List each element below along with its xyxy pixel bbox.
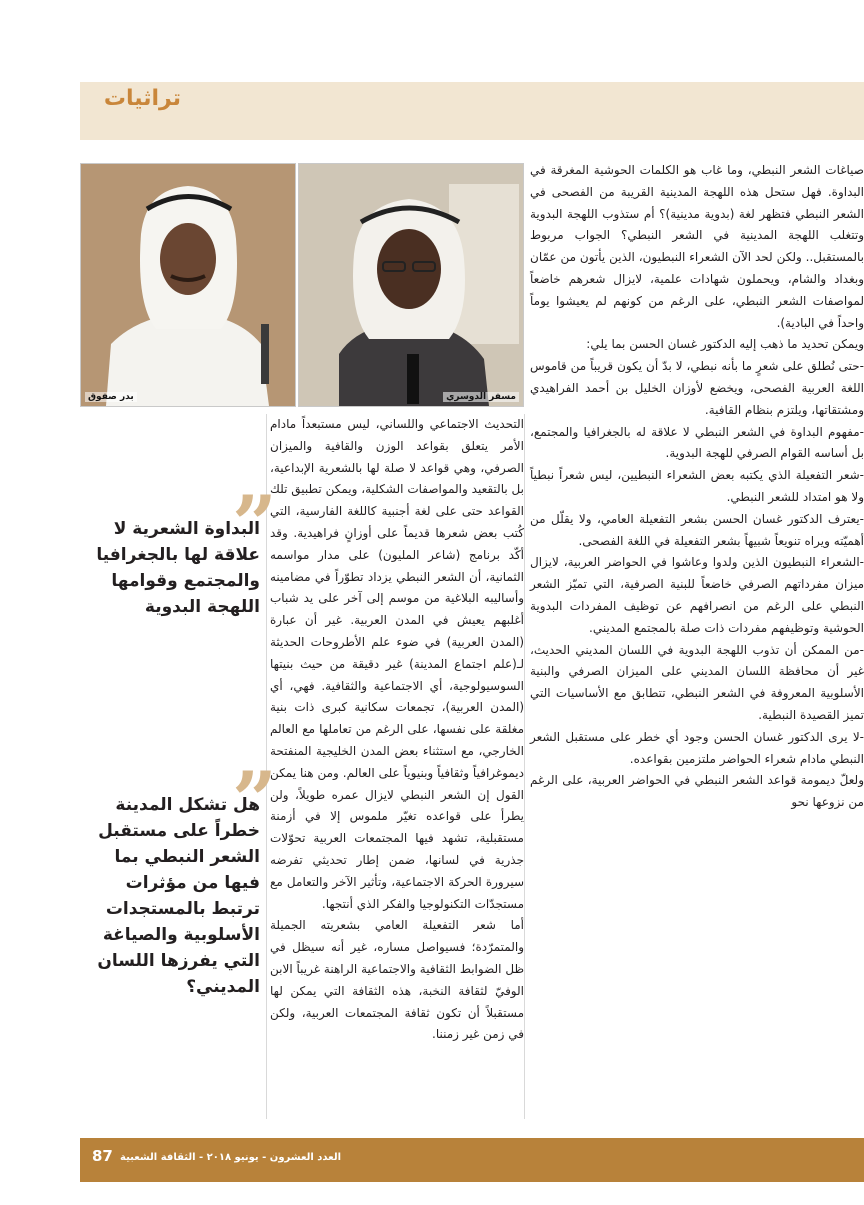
column-divider — [524, 414, 525, 1119]
header-band — [80, 82, 864, 140]
list-item: -حتى نُطلق على شعرٍ ما بأنه نبطي، لا بدّ أن يكون قريباً من قاموس اللغة العربية الفصحى، ويخضع لأوزان الخليل بن أحمد الفراهيدي ومشتقاتها، ويلتزم بنظام القافية. — [530, 359, 864, 417]
paragraph: صياغات الشعر النبطي، وما غاب هو الكلمات الحوشية المغرقة في البداوة. فهل ستحل هذه اللهجة المدينية القريبة من الفصحى في الشعر النبطي فتظهر لغة (بدوية مدينية)؟ أم ستذوب اللهجة البدوية وتتغلب اللهجة المدينية في الشعر النبطي؟ الجواب مربوط بالمستقبل.. ولكن لحد الآن الشعراء النبطيون، الذين يأتون من عمّان وبغداد والشام، ويحملون شهادات علمية، لايزال شعرهم خاضعاً لمواصفات الشعر النبطي، على الرغم من كونهم لم يعيشوا يوماً واحداً في البادية). — [530, 163, 864, 330]
pull-quote-1: البداوة الشعرية لا علاقة لها بالجغرافيا والمجتمع وقوامها اللهجة البدوية — [96, 519, 260, 617]
footer-issue-text: العدد العشرون - يونيو ٢٠١٨ - الثقافة الشعبية — [120, 1152, 341, 1163]
portrait-photo-masfar — [298, 163, 524, 407]
photo-caption-right: مسفر الدوسري — [443, 392, 519, 402]
portrait-photo-badr — [80, 163, 296, 407]
list-item: -الشعراء النبطيون الذين ولدوا وعاشوا في الحواضر العربية، لايزال ميزان مفرداتهم الصرفي خاضعاً للبنية الصرفية، التي تميّز الشعر النبطي على الرغم من انصرافهم عن توظيف المفردات البدوية الحوشية وتوظيفهم مفردات ذات صلة بالمجتمع المديني. — [530, 555, 864, 635]
paragraph: ولعلّ ديمومة قواعد الشعر النبطي في الحواضر العربية، على الرغم من نزوعها نحو — [530, 773, 864, 810]
list-item: -من الممكن أن تذوب اللهجة البدوية في اللسان المديني الحديث، غير أن محافظة اللسان المديني على الميزان الصرفي والبنية الأسلوبية المعروفة في الشعر النبطي، تتطابق مع الأساسيات التي تميز القصيدة النبطية. — [530, 642, 864, 722]
list-item: -مفهوم البداوة في الشعر النبطي لا علاقة له بالجغرافيا والمجتمع، بل أساسه القوام الصرفي للهجة البدوية. — [530, 424, 864, 461]
section-title: تراثيات — [103, 86, 181, 111]
list-item: -لا يرى الدكتور غسان الحسن وجود أي خطر على مستقبل الشعر النبطي مادام شعراء الحواضر ملتزمين بقواعده. — [530, 729, 864, 766]
paragraph: التحديث الاجتماعي واللساني، ليس مستبعداً مادام الأمر يتعلق بقواعد الوزن والقافية والميزان الصرفي، وهي قواعد لا صلة لها بالشعرية الإبداعية، بل بالتقعيد والمواصفات الشكلية، ويمكن تطبيق تلك القواعد حتى على لغة أجنبية كاللغة الفارسية، التي كُتب بعض شعرها قديماً على أوزانٍ فراهيدية. وقد أكّد برنامج (شاعر المليون) على مدار مواسمه الثمانية، أن الشعر النبطي يزداد تطوّراً في مضامينه وأساليبه البلاغية من موسم إلى آخر على يد شباب أغلبهم يعيش في المدن العربية. غير أن عبارة (المدن العربية) في ضوء علم الأطروحات الحديثة لـ(علم اجتماع المدينة) غير دقيقة من حيث بنيتها السوسيولوجية، أي الاجتماعية والثقافية. فهي، أي (المدن العربية)، تجمعات سكانية كبرى ذات بنية مغلقة على نفسها، على الرغم من تعاملها مع العالم الخارجي، مع استثناء بعض المدن الخليجية المنفتحة ديموغرافياً وثقافياً وبنيوياً على العالم. ومن هنا يمكن القول إن الشعر النبطي لايزال عمره طويلاً، ولن يطرأ على قواعده تغيّر ملموس إلا في أزمنة مستقبلية، تشهد فيها المجتمعات العربية تحوّلات جذرية في لسانها، ضمن إطار تحديثي تفرضه سيرورة الحركة الاجتماعية، وتأثير الآخر والتعامل مع مستجدّات التكنولوجيا والفكر الذي أنتجها. — [270, 417, 524, 911]
paragraph: أما شعر التفعيلة العامي بشعريته الجميلة والمتمرّدة؛ فسيواصل مساره، غير أنه سيظل في ظل الضوابط الثقافية والاجتماعية الراهنة غريباً الابن الوفيّ لثقافة النخبة، هذه الثقافة التي يمكن لها مستقبلاً أن تكون ثقافة المجتمعات العربية، ولكن في زمن غير زمننا. — [270, 918, 524, 1042]
article-column-middle — [270, 414, 524, 1046]
portrait-illustration — [81, 164, 295, 406]
photo-caption-left: بدر صفوق — [85, 392, 137, 402]
page-number: 87 — [92, 1147, 113, 1165]
article-column-right — [530, 160, 864, 814]
quote-mark-icon: ” — [232, 755, 277, 846]
paragraph: ويمكن تحديد ما ذهب إليه الدكتور غسان الحسن بما يلي: — [586, 337, 864, 352]
bullet-list — [530, 356, 864, 770]
list-item: -شعر التفعيلة الذي يكتبه بعض الشعراء النبطيين، ليس شعراً نبطياً ولا هو امتداد للشعر النبطي. — [530, 468, 864, 504]
pull-quote-2: هل تشكل المدينة خطراً على مستقبل الشعر النبطي بما فيها من مؤثرات ترتبط بالمستجدات الأسلوبية والصياغة التي يفرزها اللسان المديني؟ — [97, 795, 260, 997]
list-item: -يعترف الدكتور غسان الحسن بشعر التفعيلة العامي، ولا يقلّل من أهميّته ويراه تنويعاً شبيهاً بشعر التفعيلة في اللغة الفصحى. — [530, 511, 864, 548]
portrait-illustration — [299, 164, 523, 406]
quote-mark-icon: ” — [232, 479, 277, 570]
